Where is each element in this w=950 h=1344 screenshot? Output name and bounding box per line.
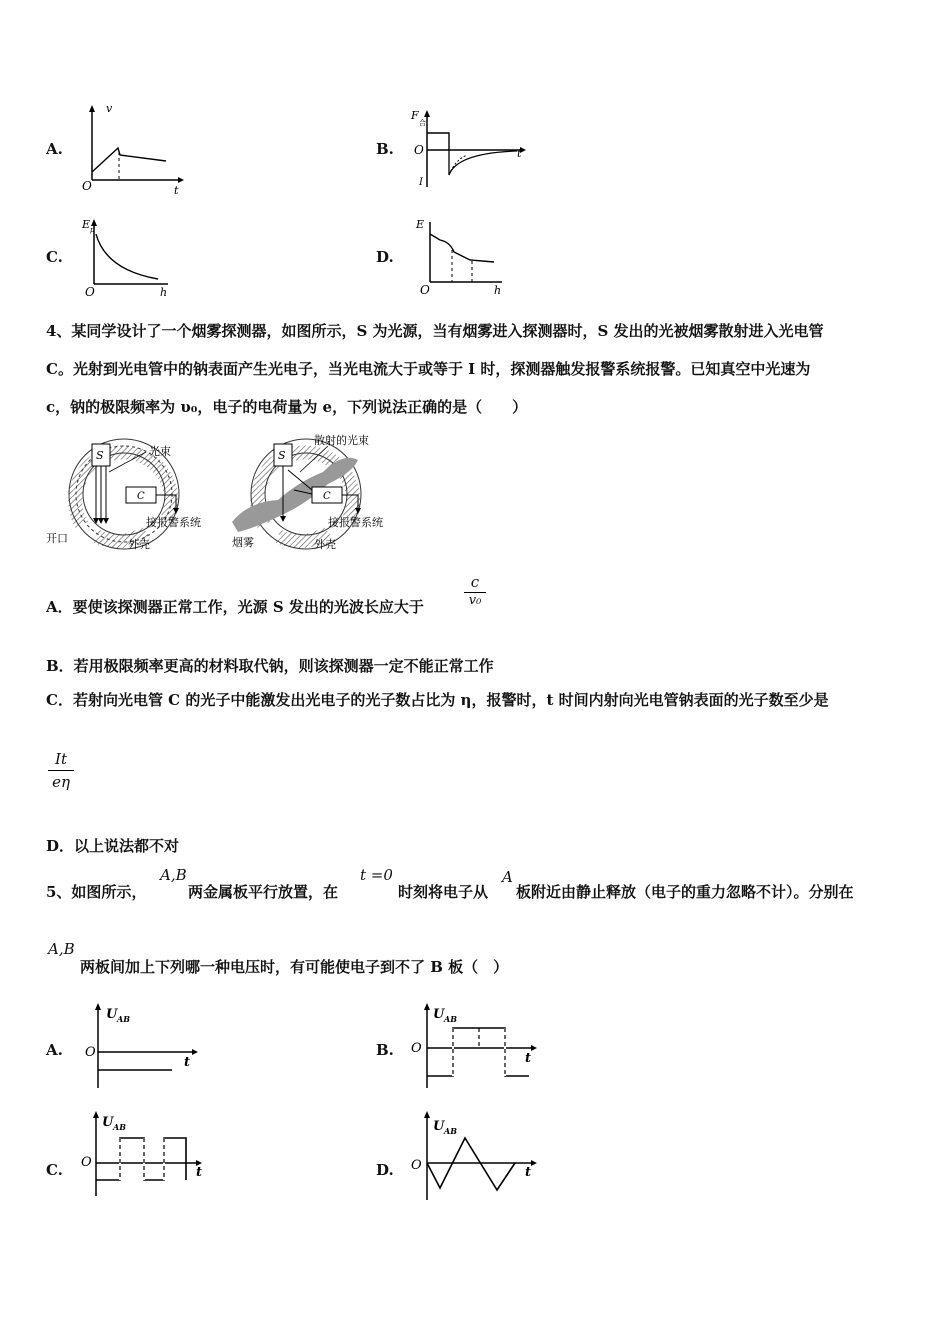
q5a-y-sub: AB xyxy=(117,1014,130,1024)
q4l-beam-label: 光束 xyxy=(149,445,171,458)
q5-stem-mid3: 板附近由静止释放（电子的重力忽略不计）。分别在 xyxy=(516,883,854,901)
q4-option-a-denominator: v₀ xyxy=(468,593,482,608)
q5c-origin: O xyxy=(81,1155,92,1170)
q5a-y-label: U xyxy=(106,1007,118,1022)
q4l-alarm-label: 接报警系统 xyxy=(146,516,201,529)
q5b-y-sub: AB xyxy=(444,1014,457,1024)
q5c-y-sub: AB xyxy=(113,1122,126,1132)
q3d-origin: O xyxy=(420,283,430,297)
q5a-origin: O xyxy=(85,1045,96,1060)
q5c-x-label: t xyxy=(196,1165,203,1180)
q4-option-c-denominator: eη xyxy=(52,773,70,791)
q5d-y-label: U xyxy=(433,1119,445,1134)
q3b-y-label: F xyxy=(411,109,419,122)
q5d-y-sub: AB xyxy=(444,1126,457,1136)
q4r-alarm-label: 接报警系统 xyxy=(328,516,383,529)
q3c-y-label: E xyxy=(82,218,91,231)
q5-stem-line2: 两板间加上下列哪一种电压时，有可能使电子到不了 B 板（ ） xyxy=(80,958,509,976)
q4-option-a-numerator: c xyxy=(464,573,486,593)
q4l-source-label: S xyxy=(96,449,104,462)
q5d-x-label: t xyxy=(525,1165,532,1180)
q4-option-a[interactable]: A．要使该探测器正常工作，光源 S 发出的光波长应大于 xyxy=(46,598,424,616)
q5-graph-b xyxy=(405,1000,545,1095)
q3c-y-sub: p xyxy=(90,226,95,234)
q5-option-c-label[interactable]: C. xyxy=(46,1161,63,1179)
q3d-x-label: h xyxy=(494,284,502,297)
q5-ab-math-2: A,B xyxy=(48,940,75,958)
q5d-origin: O xyxy=(411,1158,422,1173)
q4l-shell-label: 外壳 xyxy=(128,538,150,551)
q5-option-d-label[interactable]: D. xyxy=(376,1161,394,1179)
q5-graph-a xyxy=(80,1000,210,1095)
q4-stem-line2: C。光射到光电管中的钠表面产生光电子，当光电流大于或等于 I 时，探测器触发报警系统报警。已知真空中光速为 xyxy=(46,360,811,378)
q4r-shell-label: 外壳 xyxy=(314,538,336,551)
q4-option-d[interactable]: D．以上说法都不对 xyxy=(46,837,180,855)
q3a-y-label: v xyxy=(106,102,113,115)
q5-stem-mid2: 时刻将电子从 xyxy=(398,883,489,901)
q5-a-math: A xyxy=(502,868,513,886)
q4r-scattered-label: 散射的光束 xyxy=(314,434,369,447)
q4-stem-line3: c，钠的极限频率为 υ₀，电子的电荷量为 e，下列说法正确的是（ ） xyxy=(46,398,528,416)
q4l-tube-label: C xyxy=(137,491,145,502)
q3-option-c-label[interactable]: C. xyxy=(46,248,63,266)
q5-stem-mid1: 两金属板平行放置，在 xyxy=(188,883,339,901)
q5-t0-math: t =0 xyxy=(360,866,393,884)
q3c-x-label: h xyxy=(160,286,168,299)
q5c-y-label: U xyxy=(102,1115,114,1130)
q3a-x-label: t xyxy=(174,184,179,197)
q4r-source-label: S xyxy=(278,449,286,462)
q4-option-c-numerator: It xyxy=(48,750,74,771)
q4-option-a-fraction xyxy=(464,573,486,608)
q5b-origin: O xyxy=(411,1041,422,1056)
q5b-x-label: t xyxy=(525,1051,532,1066)
q4r-tube-label: C xyxy=(323,491,331,502)
q3-graph-a xyxy=(80,100,200,197)
q4r-smoke-label: 烟雾 xyxy=(232,536,254,549)
q3-option-d-label[interactable]: D. xyxy=(376,248,394,266)
q4-option-c[interactable]: C．若射向光电管 C 的光子中能激发出光电子的光子数占比为 η，报警时，t 时间内射向光电管钠表面的光子数至少是 xyxy=(46,691,829,709)
q4-option-c-fraction xyxy=(48,750,74,791)
q5b-y-label: U xyxy=(433,1007,445,1022)
q3d-y-label: E xyxy=(416,218,425,231)
q3-graph-b xyxy=(405,105,535,195)
q5-graph-d xyxy=(405,1108,545,1203)
q5a-x-label: t xyxy=(184,1055,191,1070)
q3b-neg-label: I xyxy=(419,177,423,188)
q4-detector-figure-left xyxy=(46,432,226,552)
q4-stem-line1: 4、某同学设计了一个烟雾探测器，如图所示，S 为光源，当有烟雾进入探测器时，S 发出的光被烟雾散射进入光电管 xyxy=(46,322,824,340)
q5-stem-pre: 5、如图所示， xyxy=(46,883,147,901)
q3-graph-d xyxy=(410,212,510,302)
q3b-origin: O xyxy=(414,143,424,157)
q3c-origin: O xyxy=(85,285,95,299)
q3a-origin: O xyxy=(82,179,92,193)
q3b-y-sub: 合 xyxy=(419,119,426,127)
q3-option-a-label[interactable]: A. xyxy=(46,140,63,158)
q4-detector-figure-right xyxy=(228,432,408,552)
q3-option-b-label[interactable]: B. xyxy=(376,140,394,158)
q3-graph-c xyxy=(78,212,178,302)
q4-option-b[interactable]: B．若用极限频率更高的材料取代钠，则该探测器一定不能正常工作 xyxy=(46,657,494,675)
q5-ab-math: A,B xyxy=(160,866,187,884)
q5-option-b-label[interactable]: B. xyxy=(376,1041,394,1059)
q5-graph-c xyxy=(78,1108,213,1203)
q4l-opening-label: 开口 xyxy=(46,532,68,545)
q3b-x-label: t xyxy=(517,147,522,160)
q5-option-a-label[interactable]: A. xyxy=(46,1041,63,1059)
